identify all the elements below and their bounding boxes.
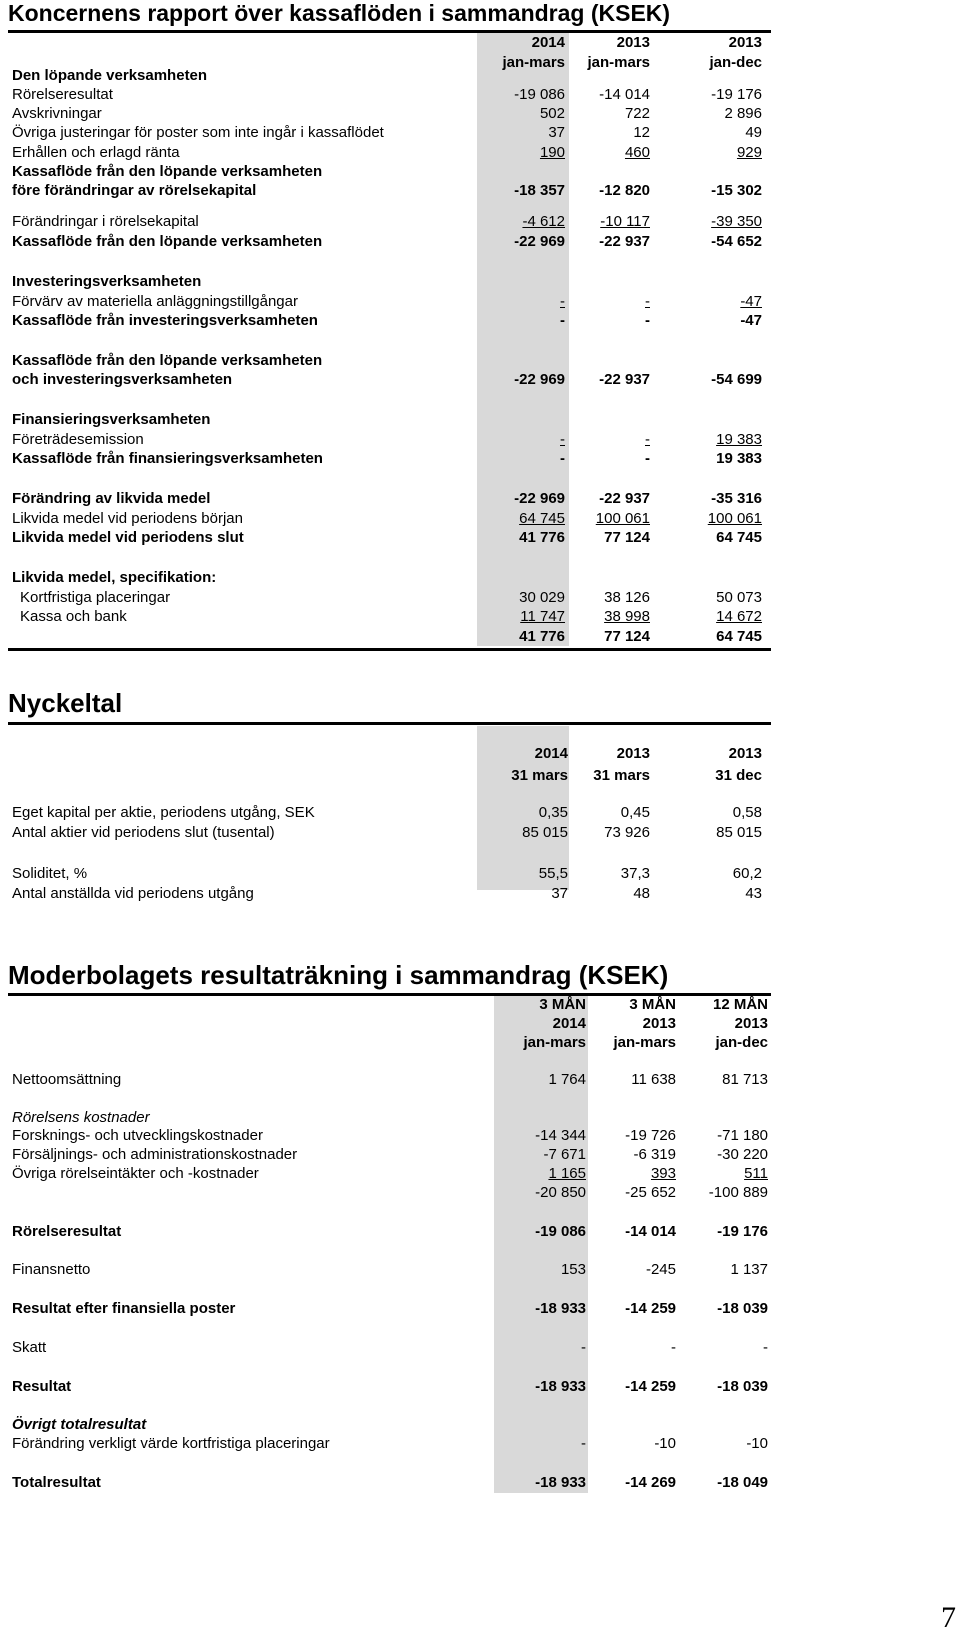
page-number: 7 [941, 1601, 956, 1634]
cashflow-row-label: Kortfristiga placeringar [20, 589, 171, 606]
parent-row-value: 511 [744, 1165, 768, 1182]
parent-row-value: - [581, 1435, 586, 1452]
parent-row-value: -10 [746, 1435, 768, 1452]
cashflow-row [0, 489, 960, 509]
cashflow-row [0, 212, 960, 232]
cashflow-row-value: 19 383 [716, 450, 762, 467]
parent-row-label: Resultat [12, 1378, 72, 1395]
cashflow-row-value: 722 [624, 105, 650, 122]
parent-row [0, 1222, 960, 1242]
cashflow-row-label: Kassa och bank [20, 608, 127, 625]
cashflow-row-label: Likvida medel vid periodens slut [12, 529, 244, 546]
parent-row [0, 1473, 960, 1493]
parent-header-1-0: 3 MÅN [629, 996, 676, 1013]
cashflow-row-value: 38 126 [604, 589, 650, 606]
cashflow-row-value: -35 316 [711, 490, 762, 507]
cashflow-row-label: Likvida medel, specifikation: [12, 569, 217, 586]
cashflow-row-label: Övriga justeringar för poster som inte ingår i kassaflödet [12, 124, 384, 141]
keyratios-row-value: 0,45 [620, 804, 650, 821]
parent-header-1-1: 2013 [642, 1015, 676, 1032]
cashflow-row-value: - [645, 431, 650, 448]
cashflow-row [0, 104, 960, 124]
cashflow-row [0, 588, 960, 608]
parent-row-label: Resultat efter finansiella poster [12, 1300, 236, 1317]
cashflow-row-value: 41 776 [519, 529, 565, 546]
cashflow-header-2-1: jan-dec [709, 54, 762, 71]
cashflow-header-1-0: 2013 [616, 34, 650, 51]
parent-row-value: -18 933 [535, 1474, 586, 1491]
parent-row [0, 1377, 960, 1397]
keyratios-header-2-1: 31 dec [715, 767, 762, 784]
parent-row-value: -30 220 [717, 1146, 768, 1163]
parent-row [0, 1260, 960, 1280]
parent-header-0-0: 3 MÅN [539, 996, 586, 1013]
cashflow-row-value: -54 699 [711, 371, 762, 388]
cashflow-row [0, 143, 960, 163]
cashflow-row-value: 460 [624, 144, 650, 161]
cashflow-row-value: 41 776 [519, 628, 565, 645]
cashflow-row-label: före förändringar av rörelsekapital [12, 182, 257, 199]
parent-row [0, 1108, 960, 1128]
parent-row-value: -14 259 [625, 1300, 676, 1317]
cashflow-row-value: -22 937 [599, 490, 650, 507]
cashflow-row [0, 162, 960, 182]
cashflow-row-value: 77 124 [604, 628, 650, 645]
cashflow-title: Koncernens rapport över kassaflöden i sammandrag (KSEK) [8, 0, 671, 26]
parent-row-label: Nettoomsättning [12, 1071, 122, 1088]
cashflow-row-value: - [560, 293, 565, 310]
parent-row-value: 11 638 [631, 1071, 676, 1088]
cashflow-row [0, 449, 960, 469]
parent-row-label: Rörelsens kostnader [12, 1109, 150, 1126]
parent-header-1-2: jan-mars [613, 1034, 676, 1051]
parent-row-label: Finansnetto [12, 1261, 91, 1278]
keyratios-row-value: 37,3 [620, 865, 650, 882]
keyratios-row [0, 884, 960, 904]
cashflow-row-value: - [645, 450, 650, 467]
cashflow-row [0, 351, 960, 371]
cashflow-row-label: Förändring av likvida medel [12, 490, 211, 507]
parent-row-value: 1 137 [730, 1261, 768, 1278]
cashflow-row-value: 100 061 [707, 510, 762, 527]
keyratios-row-value: 85 015 [716, 824, 762, 841]
cashflow-row-value: 14 672 [716, 608, 762, 625]
parent-row-label: Totalresultat [12, 1474, 101, 1491]
parent-row-label: Försäljnings- och administrationskostnader [12, 1146, 298, 1163]
cashflow-row-value: 50 073 [716, 589, 762, 606]
parent-row-value: -14 344 [535, 1127, 586, 1144]
cashflow-row-value: 12 [633, 124, 650, 141]
parent-row-value: - [763, 1339, 768, 1356]
parent-row-value: - [581, 1339, 586, 1356]
keyratios-row-value: 48 [633, 885, 650, 902]
parent-row-value: -14 014 [625, 1223, 676, 1240]
parent-row-value: -18 039 [717, 1378, 768, 1395]
parent-row [0, 1338, 960, 1358]
cashflow-bottom-rule [8, 648, 771, 651]
cashflow-row-value: -18 357 [514, 182, 565, 199]
cashflow-row-value: -14 014 [599, 86, 650, 103]
parent-row [0, 1145, 960, 1165]
cashflow-header-2-0: 2013 [728, 34, 762, 51]
cashflow-row [0, 528, 960, 548]
cashflow-row-label: Kassaflöde från finansieringsverksamheten [12, 450, 323, 467]
parent-row-value: -10 [654, 1435, 676, 1452]
parent-row [0, 1183, 960, 1203]
cashflow-row-value: -22 969 [514, 233, 565, 250]
keyratios-row-value: 85 015 [522, 824, 568, 841]
cashflow-row-value: -22 969 [514, 490, 565, 507]
cashflow-row-value: -19 086 [514, 86, 565, 103]
parent-row-label: Skatt [12, 1339, 47, 1356]
cashflow-row-value: - [560, 431, 565, 448]
parent-row-value: -19 726 [625, 1127, 676, 1144]
parent-row-label: Förändring verkligt värde kortfristiga placeringar [12, 1435, 330, 1452]
cashflow-row [0, 311, 960, 331]
cashflow-row [0, 370, 960, 390]
keyratios-row-label: Antal aktier vid periodens slut (tusental) [12, 824, 275, 841]
parent-row [0, 1164, 960, 1184]
parent-row-value: -18 049 [717, 1474, 768, 1491]
cashflow-row [0, 272, 960, 292]
parent-header-2-2: jan-dec [715, 1034, 768, 1051]
cashflow-row [0, 232, 960, 252]
cashflow-row-label: Investeringsverksamheten [12, 273, 202, 290]
cashflow-row-label: Finansieringsverksamheten [12, 411, 211, 428]
parent-row-value: - [671, 1339, 676, 1356]
cashflow-row-label: Kassaflöde från den löpande verksamheten [12, 233, 323, 250]
cashflow-row-value: - [645, 293, 650, 310]
cashflow-row [0, 410, 960, 430]
cashflow-row-label: Förändringar i rörelsekapital [12, 213, 199, 230]
cashflow-row-value: -19 176 [711, 86, 762, 103]
cashflow-row-value: -47 [740, 312, 762, 329]
cashflow-row-value: -15 302 [711, 182, 762, 199]
cashflow-row-label: Kassaflöde från investeringsverksamheten [12, 312, 318, 329]
parent-row-label: Rörelseresultat [12, 1223, 122, 1240]
cashflow-row [0, 123, 960, 143]
parent-row-label: Forsknings- och utvecklingskostnader [12, 1127, 263, 1144]
cashflow-row-value: 2 896 [724, 105, 762, 122]
keyratios-row-label: Eget kapital per aktie, periodens utgång, SEK [12, 804, 315, 821]
cashflow-row-label: Rörelseresultat [12, 86, 113, 103]
cashflow-row-value: 19 383 [716, 431, 762, 448]
keyratios-header-0-0: 2014 [534, 745, 568, 762]
cashflow-row [0, 181, 960, 201]
parent-row [0, 1126, 960, 1146]
cashflow-row-value: -4 612 [522, 213, 565, 230]
parent-row-value: 1 764 [548, 1071, 586, 1088]
parent-row [0, 1070, 960, 1090]
cashflow-row-label: Kassaflöde från den löpande verksamheten [12, 163, 323, 180]
parent-row-label: Övrigt totalresultat [12, 1416, 147, 1433]
parent-row [0, 1434, 960, 1454]
keyratios-header-2-0: 2013 [728, 745, 762, 762]
cashflow-row-value: 49 [745, 124, 762, 141]
cashflow-row-value: 502 [539, 105, 565, 122]
cashflow-row-value: -54 652 [711, 233, 762, 250]
keyratios-row-value: 0,35 [538, 804, 568, 821]
cashflow-header-1-1: jan-mars [587, 54, 650, 71]
keyratios-row-value: 73 926 [604, 824, 650, 841]
keyratios-row [0, 823, 960, 843]
keyratios-row-value: 43 [745, 885, 762, 902]
cashflow-row [0, 85, 960, 105]
cashflow-row-value: -47 [740, 293, 762, 310]
parent-row-value: -25 652 [625, 1184, 676, 1201]
keyratios-row-value: 55,5 [538, 865, 568, 882]
cashflow-row [0, 292, 960, 312]
parent-title: Moderbolagets resultaträkning i sammandrag (KSEK) [8, 960, 669, 990]
cashflow-row-value: -22 969 [514, 371, 565, 388]
cashflow-row [0, 509, 960, 529]
keyratios-row [0, 864, 960, 884]
cashflow-row-value: 64 745 [716, 628, 762, 645]
cashflow-row [0, 607, 960, 627]
parent-row-value: 1 165 [548, 1165, 586, 1182]
parent-row [0, 1415, 960, 1435]
cashflow-row-label: Den löpande verksamheten [12, 67, 208, 84]
parent-row-value: -18 933 [535, 1300, 586, 1317]
keyratios-row [0, 803, 960, 823]
parent-header-0-1: 2014 [552, 1015, 586, 1032]
parent-row-value: -19 176 [717, 1223, 768, 1240]
cashflow-row-value: -22 937 [599, 233, 650, 250]
cashflow-row-value: 30 029 [519, 589, 565, 606]
parent-row-value: -245 [645, 1261, 676, 1278]
keyratios-row-label: Soliditet, % [12, 865, 88, 882]
parent-header-2-0: 12 MÅN [712, 996, 768, 1013]
cashflow-row-value: 190 [539, 144, 565, 161]
cashflow-row-label: Erhållen och erlagd ränta [12, 144, 180, 161]
parent-row-value: -20 850 [535, 1184, 586, 1201]
cashflow-row-value: -22 937 [599, 371, 650, 388]
keyratios-title: Nyckeltal [8, 688, 123, 718]
parent-row-value: -18 933 [535, 1378, 586, 1395]
cashflow-row [0, 568, 960, 588]
cashflow-header-0-1: jan-mars [502, 54, 565, 71]
cashflow-row-label: Kassaflöde från den löpande verksamheten [12, 352, 323, 369]
cashflow-row-value: - [560, 312, 565, 329]
cashflow-row-value: 77 124 [604, 529, 650, 546]
parent-row-label: Övriga rörelseintäkter och -kostnader [12, 1165, 259, 1182]
parent-row-value: -14 259 [625, 1378, 676, 1395]
cashflow-row-value: 929 [736, 144, 762, 161]
parent-row-value: -7 671 [543, 1146, 586, 1163]
parent-row-value: 393 [650, 1165, 676, 1182]
parent-row-value: -18 039 [717, 1300, 768, 1317]
cashflow-row-value: - [560, 450, 565, 467]
cashflow-row-value: 38 998 [604, 608, 650, 625]
cashflow-row-label: och investeringsverksamheten [12, 371, 233, 388]
cashflow-row-label: Företrädesemission [12, 431, 144, 448]
parent-row-value: -14 269 [625, 1474, 676, 1491]
parent-row-value: -6 319 [633, 1146, 676, 1163]
parent-row-value: -19 086 [535, 1223, 586, 1240]
cashflow-row-value: 100 061 [595, 510, 650, 527]
parent-row-value: -100 889 [708, 1184, 768, 1201]
keyratios-header-0-1: 31 mars [511, 767, 568, 784]
cashflow-row-label: Likvida medel vid periodens början [12, 510, 243, 527]
keyratios-header-1-0: 2013 [616, 745, 650, 762]
parent-header-0-2: jan-mars [523, 1034, 586, 1051]
parent-header-2-1: 2013 [734, 1015, 768, 1032]
cashflow-row-value: 11 747 [520, 608, 565, 625]
keyratios-header-1-1: 31 mars [593, 767, 650, 784]
parent-row-value: 81 713 [722, 1071, 768, 1088]
cashflow-row-value: 37 [548, 124, 565, 141]
cashflow-row-label: Avskrivningar [12, 105, 102, 122]
keyratios-row-value: 60,2 [732, 865, 762, 882]
cashflow-row [0, 627, 960, 647]
parent-row [0, 1299, 960, 1319]
keyratios-row-value: 0,58 [732, 804, 762, 821]
cashflow-row-value: 64 745 [716, 529, 762, 546]
cashflow-row-value: -10 117 [600, 213, 650, 230]
parent-row-value: -71 180 [717, 1127, 768, 1144]
cashflow-row-label: Förvärv av materiella anläggningstillgångar [12, 293, 298, 310]
keyratios-row-value: 37 [551, 885, 568, 902]
cashflow-row-value: 64 745 [519, 510, 565, 527]
cashflow-header-0-0: 2014 [531, 34, 565, 51]
cashflow-row-value: - [645, 312, 650, 329]
cashflow-row [0, 430, 960, 450]
cashflow-row-value: -12 820 [599, 182, 650, 199]
keyratios-row-label: Antal anställda vid periodens utgång [12, 885, 254, 902]
parent-row-value: 153 [560, 1261, 586, 1278]
cashflow-row-value: -39 350 [711, 213, 762, 230]
keyratios-rule [8, 722, 771, 725]
cashflow-row [0, 66, 960, 86]
